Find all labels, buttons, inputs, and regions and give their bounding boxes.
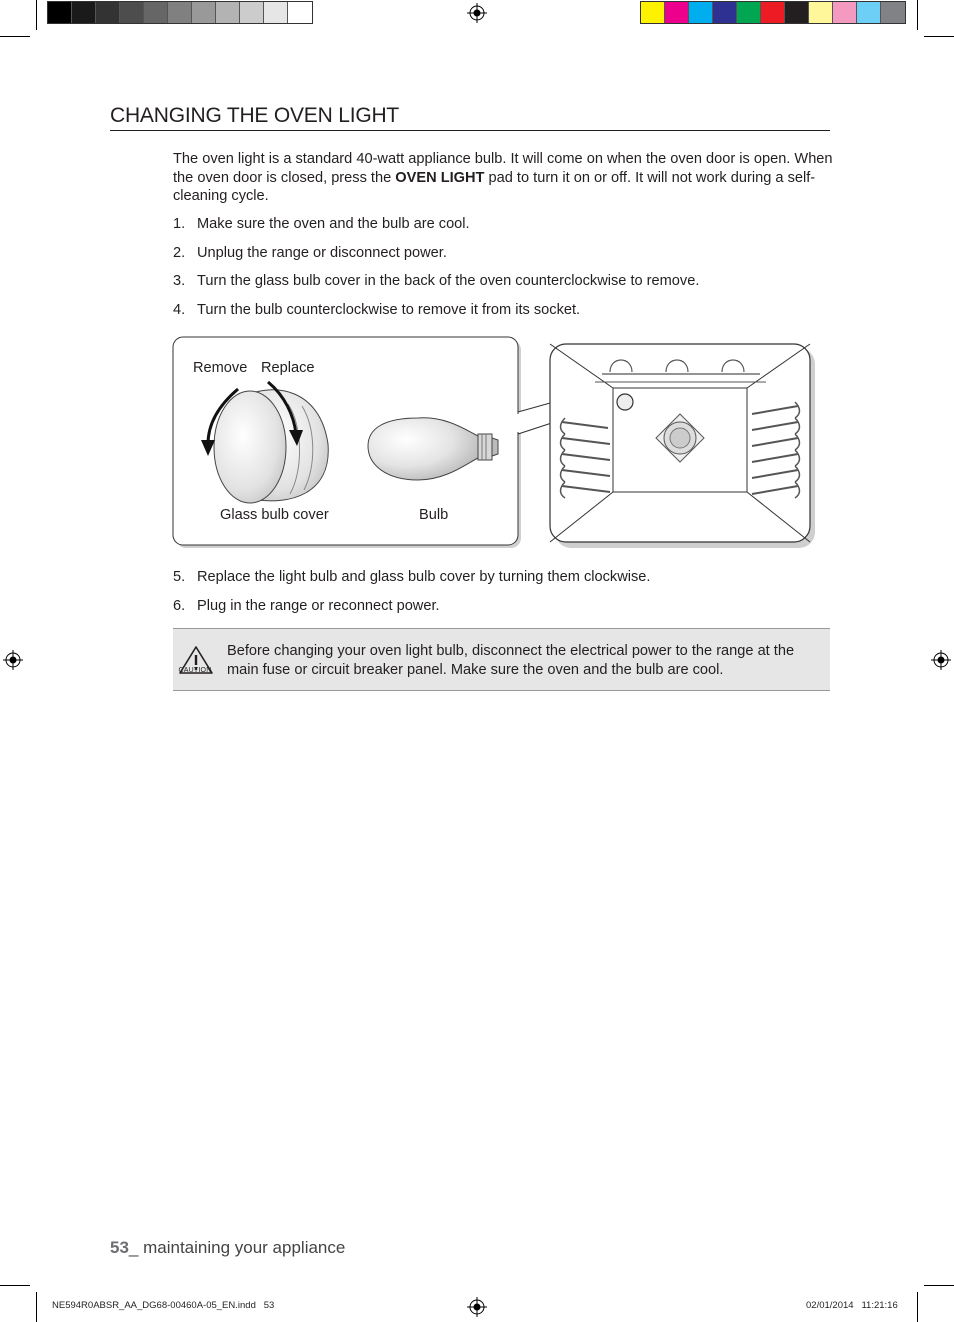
crop-mark [36, 1292, 37, 1322]
step-text: Turn the glass bulb cover in the back of the oven counterclockwise to remove. [197, 273, 700, 289]
color-swatch [72, 2, 96, 23]
step-number: 3. [173, 273, 186, 289]
color-swatch [168, 2, 192, 23]
color-swatch [713, 2, 737, 23]
oven-interior-drawing [550, 344, 815, 548]
color-swatch [288, 2, 312, 23]
step-item [173, 568, 833, 586]
title-divider [110, 130, 830, 131]
color-swatch [857, 2, 881, 23]
caution-label: CAUTION [178, 667, 212, 674]
color-swatch [144, 2, 168, 23]
color-swatch [809, 2, 833, 23]
bulb-label: Bulb [419, 507, 449, 523]
step-item [173, 301, 833, 319]
page-title: CHANGING THE OVEN LIGHT [110, 104, 400, 127]
color-swatch [689, 2, 713, 23]
crop-mark [924, 1285, 954, 1286]
oven-light-pad-name: OVEN LIGHT [395, 169, 485, 186]
color-swatch [48, 2, 72, 23]
registration-mark-icon [3, 650, 23, 670]
step-text: Unplug the range or disconnect power. [197, 245, 447, 261]
color-swatch [881, 2, 905, 23]
step-text: Turn the bulb counterclockwise to remove it from its socket. [197, 302, 581, 318]
print-slug-datetime: 02/01/2014 11:21:16 [806, 1300, 898, 1311]
intro-text: The oven light is a standard 40-watt appliance bulb. It will come on when the oven door is open. When the oven door is closed, press the [173, 151, 833, 186]
step-item [173, 244, 833, 262]
registration-mark-icon [467, 1297, 487, 1317]
step-number: 1. [173, 216, 186, 232]
intro-text: pad to turn it on or off. It will not work during a self-cleaning cycle. [173, 169, 816, 204]
color-swatch [761, 2, 785, 23]
crop-mark [36, 0, 37, 30]
glass-cover-drawing [214, 390, 328, 503]
step-number: 5. [173, 569, 186, 585]
step-item [173, 272, 833, 290]
step-item [173, 597, 833, 615]
step-item [173, 215, 833, 233]
color-swatch [192, 2, 216, 23]
intro-paragraph [173, 150, 833, 206]
remove-label: Remove [193, 360, 248, 376]
gray-color-bar [47, 1, 313, 24]
crop-mark [924, 36, 954, 37]
page-footer [110, 1238, 345, 1258]
crop-mark [0, 1285, 30, 1286]
registration-mark-icon [467, 3, 487, 23]
print-slug-filename: NE594R0ABSR_AA_DG68-00460A-05_EN.indd 53 [52, 1300, 275, 1311]
registration-mark-icon [931, 650, 951, 670]
color-swatch [264, 2, 288, 23]
step-text: Plug in the range or reconnect power. [197, 598, 440, 614]
color-swatch [96, 2, 120, 23]
caution-text: Before changing your oven light bulb, disconnect the electrical power to the range at the main fuse or circuit breaker panel. Make sure the oven and the bulb are cool. [227, 643, 795, 678]
replace-label: Replace [261, 360, 315, 376]
page-number: 53 [110, 1238, 129, 1257]
color-swatch [785, 2, 809, 23]
color-swatch [216, 2, 240, 23]
step-text: Replace the light bulb and glass bulb cover by turning them clockwise. [197, 569, 651, 585]
step-text: Make sure the oven and the bulb are cool. [197, 216, 470, 232]
color-swatch [833, 2, 857, 23]
process-color-bar [640, 1, 906, 24]
step-number: 6. [173, 598, 186, 614]
color-swatch [641, 2, 665, 23]
color-swatch [240, 2, 264, 23]
color-swatch [665, 2, 689, 23]
page-section-name: _ maintaining your appliance [128, 1238, 346, 1257]
crop-mark [917, 1292, 918, 1322]
color-swatch [737, 2, 761, 23]
crop-mark [0, 36, 30, 37]
step-number: 4. [173, 302, 186, 318]
color-swatch [120, 2, 144, 23]
crop-mark [917, 0, 918, 30]
glass-bulb-cover-label: Glass bulb cover [220, 507, 329, 523]
step-number: 2. [173, 245, 186, 261]
caution-box [173, 628, 830, 691]
